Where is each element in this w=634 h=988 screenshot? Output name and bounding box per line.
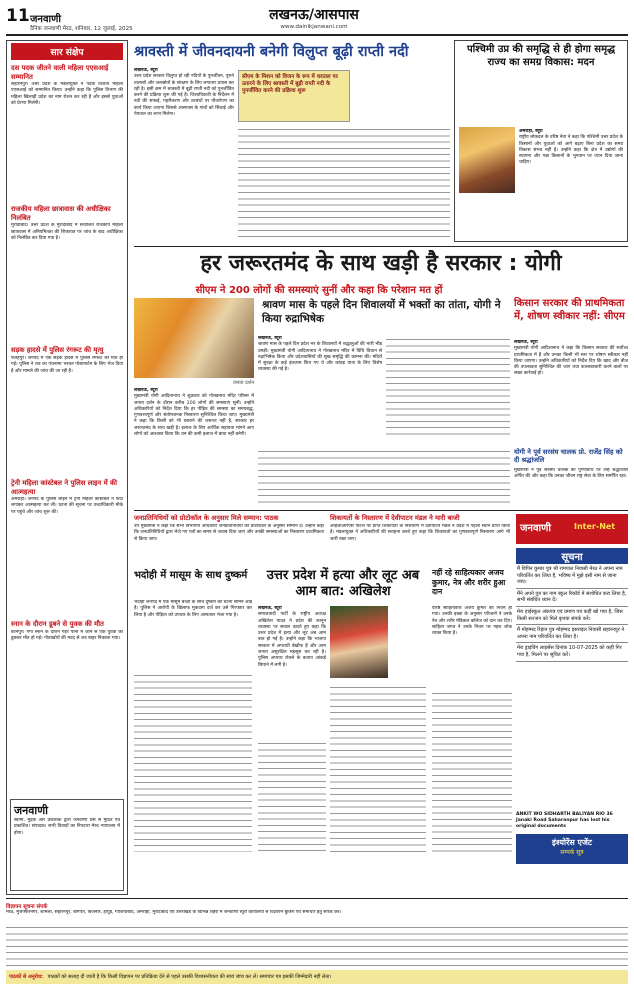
ad-paper-name: जनवाणी xyxy=(520,523,551,534)
notice-item: मैं मोहम्मद रिहान पुत्र मोहम्मद इसराइल निवासी सहारनपुर ने अपना नाम परिवर्तित कर लिया है। xyxy=(516,625,628,643)
lead-text xyxy=(134,388,254,506)
sidebar-story xyxy=(11,620,123,682)
website-url[interactable]: www.dainikjanwani.com xyxy=(280,24,348,30)
lead-headline: हर जरूरतमंद के साथ खड़ी है सरकार : योगी xyxy=(200,251,562,276)
top-story-highlight-box xyxy=(238,70,350,122)
notice-item: मेरा हाईस्कूल अंकपत्र एवं प्रमाण पत्र कहीं खो गया है, जिस किसी सज्जन को मिले कृपया संपर्क करें। xyxy=(516,607,628,625)
akhilesh-headline: उत्तर प्रदेश में हत्या और लूट अब आम बात: अखिलेश xyxy=(266,568,420,599)
top-story-body: उत्तर प्रदेश सरकार विलुप्त हो रही नदियों के पुनर्जीवन, पुराने तालाबों और जलस्रोतों के संरक्षण के लिए लगातार प्रयास कर रही है। इसी क्रम में श्रावस्ती में बूढ़ी राप्ती नदी को पुनर्जीवित करने की प्रक्रिया शुरू की गई है। जिलाधिकारी के निर्देशन में नदी की सफाई, गहरीकरण और तटबंधों पर पौधरोपण का कार्य किया जाएगा जिससे आसपास के गांवों को सिंचाई और पेयजल का लाभ मिलेगा। xyxy=(134,74,234,118)
notice-item: मैंने अपने पुत्र का नाम स्कूल रिकॉर्ड में संशोधित करा लिया है, सभी संबंधित ध्यान दें। xyxy=(516,589,628,607)
farmer-text xyxy=(514,340,628,446)
masthead-paper-name: जनवाणी xyxy=(30,14,61,25)
sidebar-story-headline: दस पदक जीतने वाली महिला एएसआई सम्मानित xyxy=(11,64,109,81)
ajay-headline: नहीं रहे साहित्यकार अजय कुमार, नेत्र और शरीर हुआ दान xyxy=(432,568,506,597)
edition-date: दैनिक जनवाणी मेरठ, शनिवार, 12 जुलाई, 2025 xyxy=(30,26,133,32)
notice-list xyxy=(516,564,628,810)
mid-rule xyxy=(134,510,628,511)
notice-item: मेरा ड्राइविंग लाइसेंस दिनांक 10-07-2025 को कहीं गिर गया है, मिलने पर सूचित करें। xyxy=(516,643,628,661)
farmer-headline: किसान सरकार की प्राथमिकता में, शोषण स्वीकार नहीं: सीएम xyxy=(514,298,625,322)
job-ad-title: इंश्योरेंस एजेंट xyxy=(552,838,592,847)
lead-continued-text xyxy=(258,448,510,506)
lead-subheadline: सीएम ने 200 लोगों की समस्याएं सुनीं और कहा कि परेशान मत हों xyxy=(195,285,443,296)
sidebar-story-headline: राजकीय महिला छात्रावास की अधीक्षिका निलंबित xyxy=(11,205,111,222)
top-story-highlight: सीएम के मिशन को विजन के रूप में धरातल पर उतारने के लिए श्रावस्ती में बूढ़ी राप्ती नदी के पुनर्जीवित करने की प्रक्रिया शुरू xyxy=(242,74,338,95)
bhadohi-continued-text xyxy=(134,672,252,852)
ad-banner xyxy=(516,514,628,544)
sidebar-story-body: मुरादाबाद। उत्तर प्रदेश के मुरादाबाद में संचालित राजकीय महिला छात्रावास में अनियमितता की शिकायत पर जांच के बाद अधीक्षिका को निलंबित कर दिया गया है। xyxy=(11,223,123,241)
ad-brand: Inter-Net xyxy=(574,522,616,531)
disclaimer-text: पाठकों को सलाह दी जाती है कि किसी विज्ञापन पर प्रतिक्रिया देने से पहले उसकी विश्वसनीयता की स्वयं जांच कर लें। समाचार पत्र इसकी जिम्मेदारी नहीं लेता। xyxy=(47,974,332,980)
right-top-box xyxy=(454,40,628,242)
bottom-box-paper-name: जनवाणी xyxy=(14,804,49,817)
ad-footer-note: ANKIT WO SIDHARTH BALIYAN RIO 36 Janaki Road Saharanpur has lost his original documents xyxy=(516,812,613,829)
akhilesh-dateline: लखनऊ, ब्यूरो xyxy=(258,606,282,611)
lead-dateline: लखनऊ, ब्यूरो xyxy=(134,388,158,393)
ajay-continued-text xyxy=(432,690,512,852)
sidebar-story xyxy=(11,346,123,474)
bottom-strip-label: विज्ञापन सूचना संपर्क xyxy=(6,904,48,910)
sidebar-story-body: कानपुर। गंगा स्नान के दौरान गहरे पानी में जाने से एक युवक की डूबकर मौत हो गई। गोताखोरों की मदद से शव बाहर निकाला गया। xyxy=(11,629,123,642)
akhilesh-body: समाजवादी पार्टी के राष्ट्रीय अध्यक्ष अखिलेश यादव ने प्रदेश की कानून व्यवस्था पर सवाल उठाते हुए कहा कि उत्तर प्रदेश में हत्या और लूट अब आम बात हो गई है। उन्होंने कहा कि भाजपा सरकार में अपराधी बेखौफ हैं और आम जनता असुरक्षित महसूस कर रही है। पुलिस अपराध रोकने के बजाय आंकड़े छिपाने में लगी है। xyxy=(258,612,326,668)
complaint-body: आईजीआरएस पोर्टल पर प्राप्त शिकायतों के निस्तारण में देवीपाटन मंडल ने प्रदेश में पहला स्थान प्राप्त किया है। मंडलायुक्त ने अधिकारियों की सराहना करते हुए कहा कि शिकायतों का गुणवत्तापूर्ण निस्तारण आगे भी जारी रखा जाए। xyxy=(330,524,510,542)
shrawan-text xyxy=(258,336,382,444)
akhilesh-continued-text xyxy=(330,684,426,852)
bottom-box-text: स्वामी, मुद्रक और प्रकाशक द्वारा जनवाणी प्रेस से मुद्रित एवं प्रकाशित। संपादक। सभी विवादों का निपटारा मेरठ न्यायालय में होगा। xyxy=(14,818,120,836)
ajay-body: वरिष्ठ साहित्यकार अजय कुमार का निधन हो गया। उनकी इच्छा के अनुसार परिजनों ने उनके नेत्र और शरीर मेडिकल कॉलेज को दान कर दिए। साहित्य जगत ने उनके निधन पर गहरा शोक व्यक्त किया है। xyxy=(432,606,512,637)
bhadohi-body: भदोही जनपद में एक मासूम बच्ची के साथ दुष्कर्म की घटना सामने आई है। पुलिस ने आरोपी के खिलाफ मुकदमा दर्ज कर उसे गिरफ्तार कर लिया है और पीड़िता को उपचार के लिए अस्पताल भेजा गया है। xyxy=(134,600,252,618)
akhilesh-photo xyxy=(330,606,388,678)
sidebar-story-headline: स्नान के दौरान डूबने से युवक की मौत xyxy=(11,620,104,629)
farmer-dateline: लखनऊ, ब्यूरो xyxy=(514,340,538,345)
akhilesh-text xyxy=(258,606,326,736)
right-top-body: राष्ट्रीय लोकदल के वरिष्ठ नेता ने कहा कि पश्चिमी उत्तर प्रदेश के किसानों और युवाओं को आगे बढ़ाए बिना प्रदेश का समग्र विकास संभव नहीं है। उन्होंने कहा कि क्षेत्र में उद्योगों की स्थापना और गन्ना किसानों के भुगतान पर ध्यान दिया जाना चाहिए। xyxy=(519,135,623,166)
sidebar-story-headline: ट्रेनी महिला कांस्टेबल ने पुलिस लाइन में की आत्महत्या xyxy=(11,478,117,496)
notice-title: सूचना xyxy=(516,548,628,564)
shrawan-dateline: लखनऊ, ब्यूरो xyxy=(258,336,282,341)
page-number: 11 xyxy=(6,6,30,26)
sidebar-stories xyxy=(11,64,123,682)
sidebar-story xyxy=(11,64,123,200)
bottom-rule xyxy=(6,898,628,899)
top-story-col-1 xyxy=(134,68,234,240)
top-story-dateline: लखनऊ, ब्यूरो xyxy=(134,68,158,73)
right-top-headline: पश्चिमी उप्र की समृद्धि से ही होगा समृद्ध राज्य का समग्र विकास: मदन xyxy=(466,44,616,68)
disclaimer-label: पाठकों से अनुरोध: xyxy=(9,974,44,980)
lead-photo-caption: जनता दर्शन xyxy=(232,380,254,386)
notice-item: मैं विपिन कुमार पुत्र श्री रामपाल निवासी मेरठ ने अपना नाम परिवर्तित कर लिया है, भविष्य में मुझे इसी नाम से जाना जाए। xyxy=(516,564,628,589)
sidebar-title: सार संक्षेप xyxy=(11,43,123,60)
sidebar-bottom-box xyxy=(10,799,124,891)
shrawan-headline: श्रावण मास के पहले दिन शिवालयों में भक्तों का तांता, योगी ने किया रुद्राभिषेक xyxy=(262,299,501,325)
header-rule xyxy=(6,34,628,36)
protocol-headline: जनप्रतिनिधियों को प्रोटोकॉल के अनुसार मिले सम्मान: पाठक xyxy=(134,514,279,522)
bhadohi-headline: भदोही में मासूम के साथ दुष्कर्म xyxy=(134,570,248,581)
sidebar-story-body: सहारनपुर। उत्तर प्रदेश के मंडलायुक्त ने पदक विजेता महिला एएसआई को सम्मानित किया। उन्होंने कहा कि पुलिस विभाग की महिला खिलाड़ी प्रदेश का नाम रोशन कर रही हैं और इससे युवाओं को प्रेरणा मिलेगी। xyxy=(11,82,123,107)
bottom-strip-text: मेरठ, मुजफ्फरनगर, शामली, सहारनपुर, बागपत, बिजनौर, हापुड़, गाजियाबाद, अमरोहा, मुरादाबाद एवं उत्तराखंड के विभिन्न शहरों में जनवाणी ब्यूरो कार्यालयों से विज्ञापन बुकिंग एवं समाचार हेतु संपर्क करें। xyxy=(6,910,342,915)
sidebar xyxy=(6,40,128,895)
right-top-text xyxy=(519,129,623,237)
top-story-headline: श्रावस्ती में जीवनदायनी बनेगी विलुप्त बूढ़ी राप्ती नदी xyxy=(134,44,409,60)
disclaimer-bar xyxy=(6,970,628,984)
job-ad-subtitle: सम्पर्क सूत्र xyxy=(560,849,584,856)
tribute-headline: योगी ने पूर्व सरसंघ चालक प्रो. राजेंद्र सिंह को दी श्रद्धांजलि xyxy=(514,448,623,465)
lead-body: मुख्यमंत्री योगी आदित्यनाथ ने शुक्रवार को गोरखनाथ मंदिर परिसर में जनता दर्शन के दौरान करीब 200 लोगों की समस्याएं सुनीं। उन्होंने अधिकारियों को निर्देश दिया कि हर पीड़ित की समस्या का समयबद्ध, गुणवत्तापूर्ण और संतोषजनक निस्तारण सुनिश्चित किया जाए। मुख्यमंत्री ने कहा कि किसी को भी घबराने की जरूरत नहीं है, सरकार हर जरूरतमंद के साथ खड़ी है। इलाज के लिए आर्थिक सहायता मांगने आए लोगों को आश्वस्त किया कि धन की कमी इलाज में बाधा नहीं बनेगी। xyxy=(134,394,254,438)
complaint-headline: शिकायतों के निस्तारण में देवीपाटन मंडल ने मारी बाजी xyxy=(330,514,460,522)
top-story-continued-text xyxy=(238,126,450,240)
section-title: लखनऊ/आसपास xyxy=(269,7,359,23)
shrawan-body: श्रावण मास के पहले दिन प्रदेश भर के शिवालयों में श्रद्धालुओं की भारी भीड़ उमड़ी। मुख्यमंत्री योगी आदित्यनाथ ने गोरखनाथ मंदिर में विधि विधान से रुद्राभिषेक किया और प्रदेशवासियों की सुख समृद्धि की कामना की। मंदिरों में सुरक्षा के कड़े इंतजाम किए गए थे और कांवड़ यात्रा के लिए विशेष व्यवस्था की गई है। xyxy=(258,342,382,373)
protocol-body: उप मुख्यमंत्री ने कहा कि सभी विभागीय अधिकारी जनप्रतिनिधियों को प्रोटोकॉल के अनुसार सम्मान दें। उन्होंने कहा कि जनप्रतिनिधियों द्वारा भेजे गए पत्रों का समय से जवाब दिया जाए और उनकी समस्याओं का निस्तारण प्राथमिकता से किया जाए। xyxy=(134,524,324,542)
sidebar-story-headline: सड़क हादसे में पुलिस रंगरूट की मृत्यु xyxy=(11,346,104,355)
job-ad-box xyxy=(516,834,628,864)
bottom-strip xyxy=(6,902,628,968)
tribute-body: मुख्यमंत्री ने पूर्व सरसंघ चालक की पुण्यतिथि पर उन्हें श्रद्धांजलि अर्पित की और कहा कि उनका जीवन राष्ट्र सेवा के लिए समर्पित रहा। xyxy=(514,468,628,480)
lead-top-rule xyxy=(134,246,628,247)
akhilesh-text-2 xyxy=(258,740,326,852)
lead-photo xyxy=(134,298,254,378)
sidebar-story xyxy=(11,479,123,615)
right-top-dateline: अमरोहा, ब्यूरो xyxy=(519,129,543,134)
farmer-body: मुख्यमंत्री योगी आदित्यनाथ ने कहा कि किसान सरकार की सर्वोच्च प्राथमिकता में हैं और उनका किसी भी स्तर पर शोषण स्वीकार नहीं किया जाएगा। उन्होंने अधिकारियों को निर्देश दिए कि खाद और बीज की उपलब्धता सुनिश्चित की जाए तथा कालाबाजारी करने वालों पर सख्त कार्रवाई हो। xyxy=(514,346,628,377)
edition-line xyxy=(30,11,61,25)
sidebar-story-body: फतेहपुर। जनपद में एक सड़क हादसे में पुलिस रंगरूट की मौत हो गई। पुलिस ने शव का पंचनामा भरकर पोस्टमार्टम के लिए भेज दिया है और मामले की जांच की जा रही है। xyxy=(11,355,123,374)
politician-photo xyxy=(459,127,515,193)
sidebar-story-body: अमरोहा। जनपद के पुलिस लाइन में ट्रेनी महिला कांस्टेबल ने फंदा लगाकर आत्महत्या कर ली। घटना की सूचना पर उच्चाधिकारी मौके पर पहुंचे और जांच शुरू की। xyxy=(11,497,123,515)
sidebar-story xyxy=(11,205,123,341)
shrawan-continued-text xyxy=(386,336,510,438)
page-header xyxy=(6,4,628,34)
bottom-strip-contacts xyxy=(6,924,628,968)
